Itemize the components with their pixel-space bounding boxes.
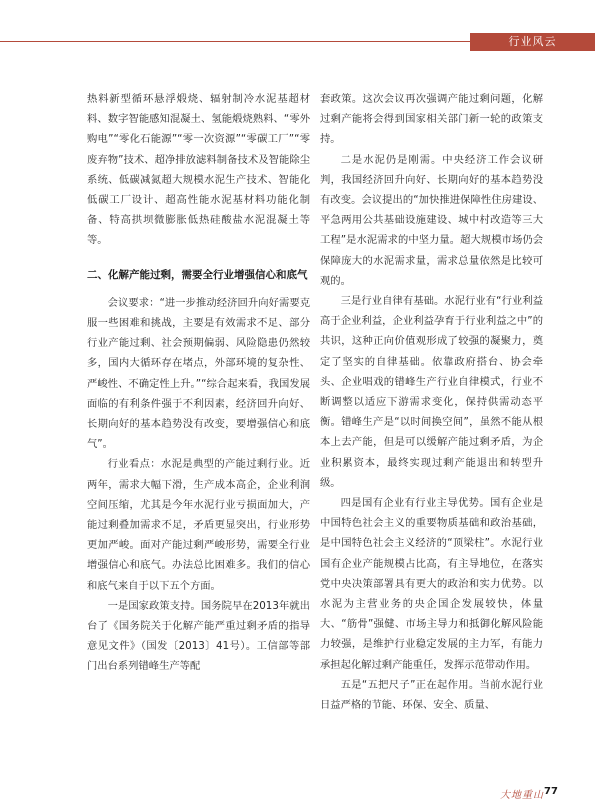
body-paragraph: 热料新型循环悬浮煅烧、辐射制冷水泥基超材料、数字智能感知混凝土、氢能煅烧熟料、“零外购电”“零化石能源”“零一次资源”“零碳工厂”“零废弃物”技术、超净排放滤料制备技术及智能除尘系统、低碳减氮超大规模水泥生产技术、智能化低碳工厂设计、超高性能水泥基材料功能化制备、特高拱坝微膨胀低热硅酸盐水泥混凝土等等。 (87, 93, 310, 247)
right-column (320, 89, 543, 715)
body-paragraph: 一是国家政策支持。国务院早在2013年就出台了《国务院关于化解产能严重过剩矛盾的指导意见文件》（国发〔2013〕41号）。工信部等部门出台系列错峰生产等配 (87, 599, 310, 673)
left-column (87, 89, 310, 677)
section-tag: 行业风云 (470, 33, 595, 51)
header-rule (0, 41, 470, 42)
magazine-logo: 大地重山 (500, 790, 544, 801)
body-paragraph: 会议要求：“进一步推动经济回升向好需要克服一些困难和挑战，主要是有效需求不足、部分行业产能过剩、社会预期偏弱、风险隐患仍然较多，国内大循环存在堵点，外部环境的复杂性、严峻性、不确定性上升。”“综合起来看，我国发展面临的有利条件强于不利因素，经济回升向好、长期向好的基本趋势没有改变，要增强信心和底气”。 (87, 296, 310, 451)
body-paragraph: 五是“五把尺子”正在起作用。当前水泥行业日益严格的节能、环保、安全、质量、 (320, 678, 543, 712)
section-heading: 二、化解产能过剩，需要全行业增强信心和底气 (87, 268, 308, 281)
body-paragraph: 四是国有企业有行业主导优势。国有企业是中国特色社会主义的重要物质基础和政治基础，是中国特色社会主义经济的“顶梁柱”。水泥行业国有企业产能规模占比高，有主导地位，在落实党中央决策部署具有更大的政治和实力优势。以水泥为主营业务的央企国企发展较快，体量大、“筋骨”强健、市场主导力和抵御化解风险能力较强，是维护行业稳定发展的主力军，有能力承担起化解过剩产能重任，发挥示范带动作用。 (320, 497, 543, 671)
body-paragraph: 二是水泥仍是刚需。中央经济工作会议研判，我国经济回升向好、长期向好的基本趋势没有改变。会议提出的“加快推进保障性住房建设、平急两用公共基础设施建设、城中村改造等三大工程”是水泥需求的中坚力量。超大规模市场仍会保障庞大的水泥需求量，需求总量依然是比较可观的。 (320, 153, 543, 287)
page-number: 77 (544, 786, 558, 797)
body-paragraph: 套政策。这次会议再次强调产能过剩问题，化解过剩产能将会得到国家相关部门新一轮的政策支持。 (320, 93, 543, 146)
body-paragraph: 行业看点：水泥是典型的产能过剩行业。近两年，需求大幅下滑，生产成本高企，企业利润空间压缩，尤其是今年水泥行业亏损面加大，产能过剩叠加需求不足，矛盾更显突出，行业形势更加严峻。面对产能过剩严峻形势，需要全行业增强信心和底气。办法总比困难多。我们的信心和底气来自于以下五个方面。 (87, 458, 310, 592)
body-paragraph: 三是行业自律有基础。水泥行业有“行业利益高于企业利益，企业利益孕育于行业利益之中”的共识，这种正向价值观形成了较强的凝聚力，奠定了坚实的自律基础。依靠政府搭台、协会牵头、企业唱戏的错峰生产行业自律模式，行业不断调整以适应下游需求变化，保持供需动态平衡。错峰生产是“以时间换空间”，虽然不能从根本上去产能，但是可以缓解产能过剩矛盾，为企业积累资本，最终实现过剩产能退出和转型升级。 (320, 295, 543, 489)
